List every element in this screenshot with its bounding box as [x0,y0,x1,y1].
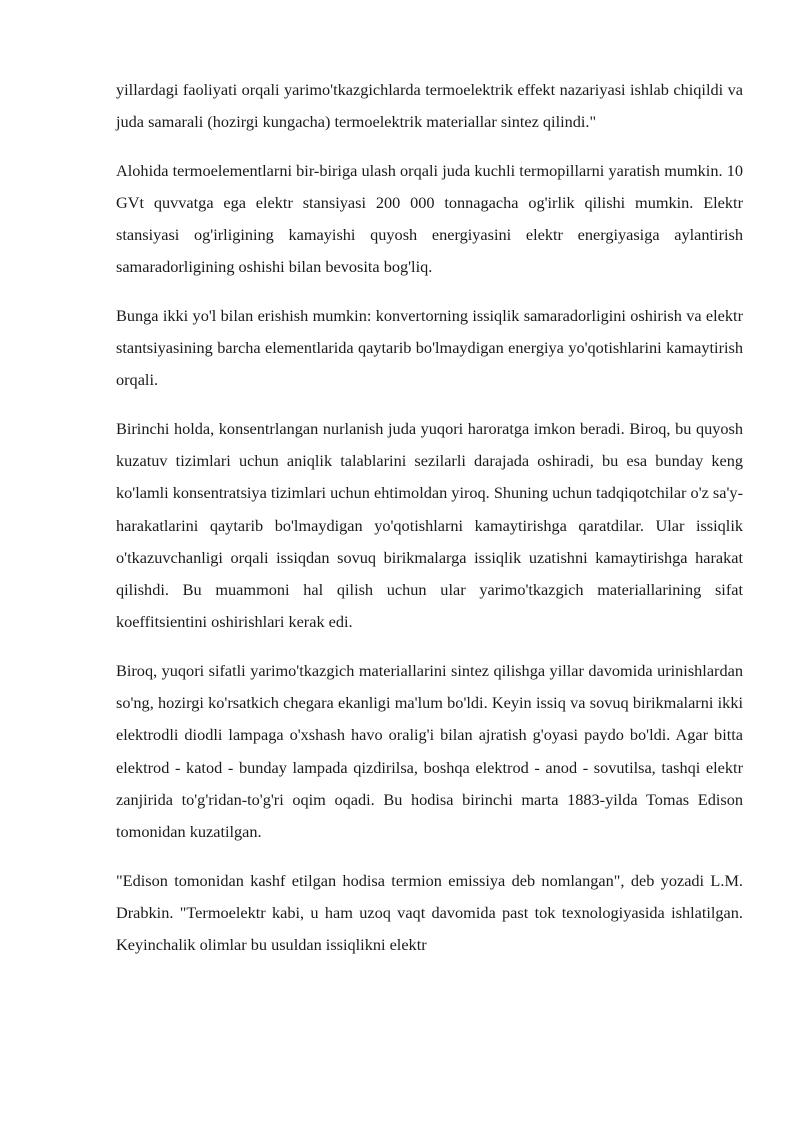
paragraph: Birinchi holda, konsentrlangan nurlanish juda yuqori haroratga imkon beradi. Biroq, bu quyosh kuzatuv tizimlari uchun aniqlik talablarini sezilarli darajada oshiradi, bu esa bunday keng ko'lamli konsentratsiya tizimlari uchun ehtimoldan yiroq. Shuning uchun tadqiqotchilar o'z sa'y-harakatlarini qaytarib bo'lmaydigan yo'qotishlarni kamaytirishga qaratdilar. Ular issiqlik o'tkazuvchanligi orqali issiqdan sovuq birikmalarga issiqlik uzatishni kamaytirishga harakat qilishdi. Bu muammoni hal qilish uchun ular yarimo'tkazgich materiallarining sifat koeffitsientini oshirishlari kerak edi. [116,418,743,632]
paragraph: Biroq, yuqori sifatli yarimo'tkazgich materiallarini sintez qilishga yillar davomida urinishlardan so'ng, hozirgi ko'rsatkich chegara ekanligi ma'lum bo'ldi. Keyin issiq va sovuq birikmalarni ikki elektrodli diodli lampaga o'xshash havo oralig'i bilan ajratish g'oyasi paydo bo'ldi. Agar bitta elektrod - katod - bunday lampada qizdirilsa, boshqa elektrod - anod - sovutilsa, tashqi elektr zanjirida to'g'ridan-to'g'ri oqim oqadi. Bu hodisa birinchi marta 1883-yilda Tomas Edison tomonidan kuzatilgan. [116,660,743,842]
paragraph: "Edison tomonidan kashf etilgan hodisa termion emissiya deb nomlangan", deb yozadi L.M. Drabkin. "Termoelektr kabi, u ham uzoq vaqt davomida past tok texnologiyasida ishlatilgan. Keyinchalik olimlar bu usuldan issiqlikni elektr [116,870,743,955]
document-page [116,74,743,977]
paragraph: Alohida termoelementlarni bir-biriga ulash orqali juda kuchli termopillarni yaratish mumkin. 10 GVt quvvatga ega elektr stansiyasi 200 000 tonnagacha og'irlik qilishi mumkin. Elektr stansiyasi og'irligining kamayishi quyosh energiyasini elektr energiyasiga aylantirish samaradorligining oshishi bilan bevosita bog'liq. [116,160,743,277]
paragraph: yillardagi faoliyati orqali yarimo'tkazgichlarda termoelektrik effekt nazariyasi ishlab chiqildi va juda samarali (hozirgi kungacha) termoelektrik materiallar sintez qilindi." [116,80,743,132]
paragraph: Bunga ikki yo'l bilan erishish mumkin: konvertorning issiqlik samaradorligini oshirish va elektr stantsiyasining barcha elementlarida qaytarib bo'lmaydigan energiya yo'qotishlarini kamaytirish orqali. [116,305,743,390]
